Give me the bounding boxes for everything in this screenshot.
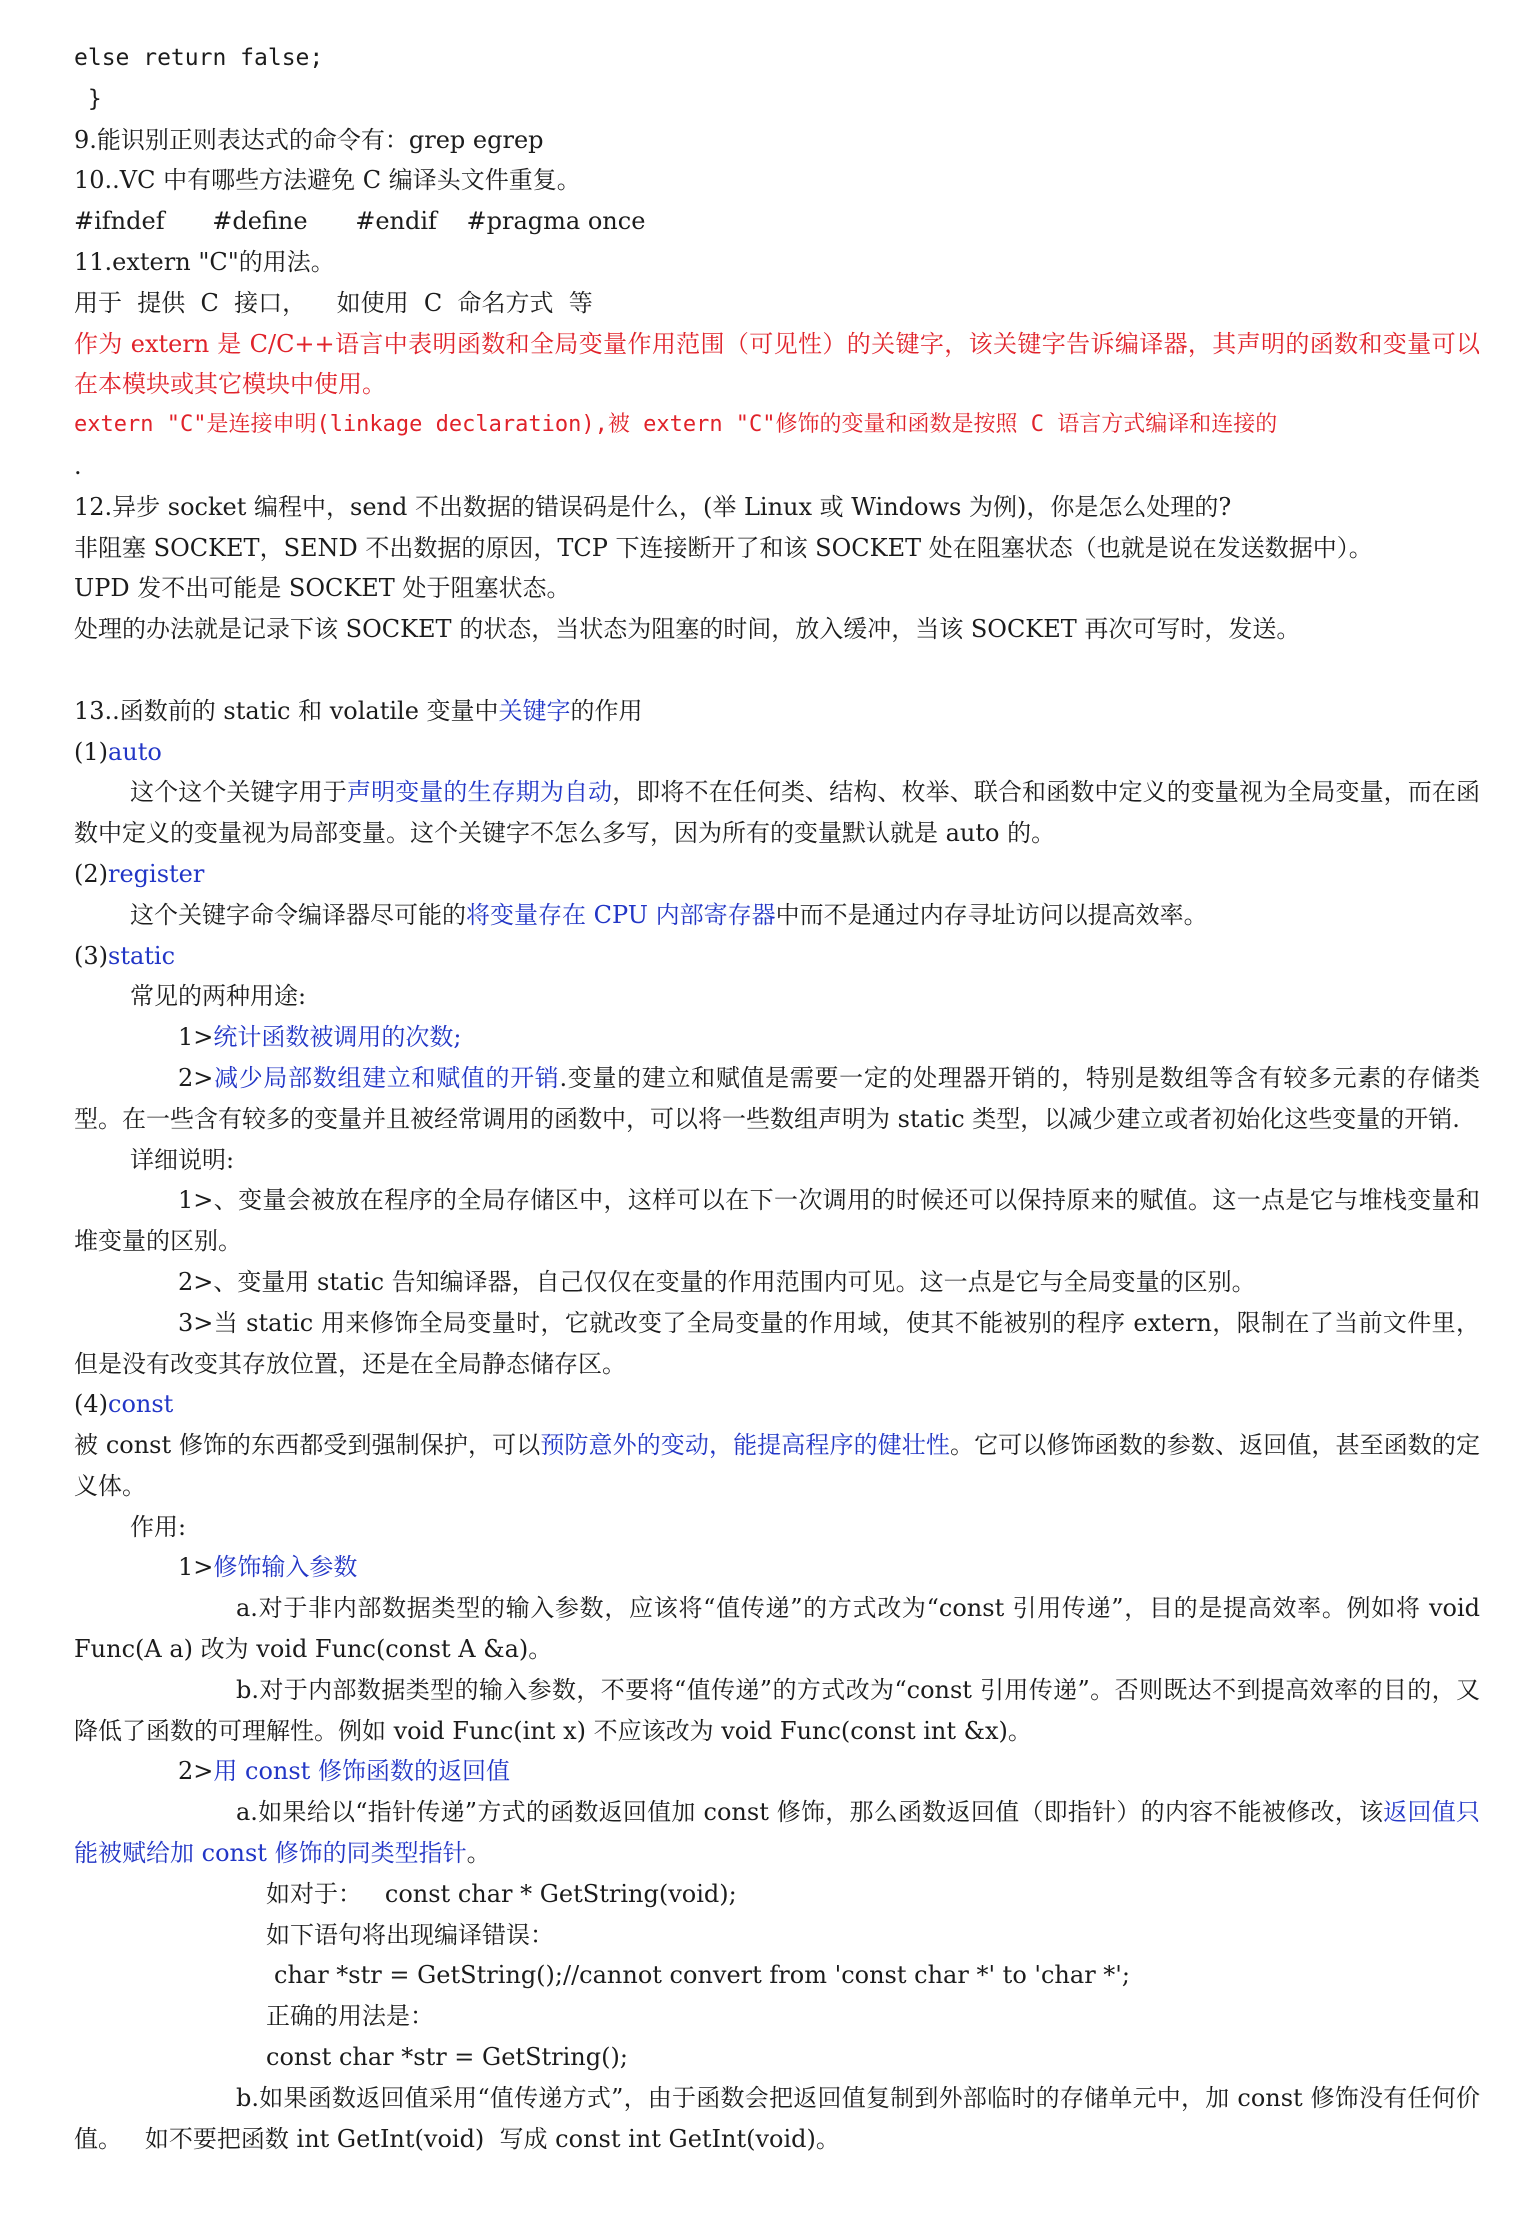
auto-text-rest: ，即将不在任何类、结构、枚举、联合和函数中定义的变量视为全局变量，而在函数中定义的变量视为局部变量。这个关键字不怎么多写，因为所有的变量默认就是 auto 的。 [74, 778, 1481, 848]
list-marker: 2> [178, 1757, 214, 1786]
question-13-text: 13..函数前的 static 和 volatile 变量中 [74, 696, 499, 725]
heading-number: (3) [74, 941, 108, 970]
question-13-tail: 的作用 [570, 696, 643, 725]
list-marker: 1> [178, 1553, 214, 1582]
directives-line [74, 201, 1480, 242]
heading-number: (2) [74, 859, 108, 888]
question-12: 12.异步 socket 编程中，send 不出数据的错误码是什么，(举 Linux 或 Windows 为例)，你是怎么处理的? [74, 492, 1232, 521]
static-use-2 [74, 1058, 1480, 1140]
heading-keyword: const [108, 1390, 174, 1419]
usage-2-a-text: a.如果给以“指针传递”方式的函数返回值加 const 修饰，那么函数返回值（即指针）的内容不能被修改，该 [236, 1798, 1384, 1827]
auto-paragraph [74, 772, 1480, 854]
usage-1-text: 修饰输入参数 [213, 1553, 358, 1582]
usage-2-text: 用 const 修饰函数的返回值 [213, 1757, 510, 1786]
auto-text: 这个这个关键字用于 [130, 778, 347, 807]
question-9: 9.能识别正则表达式的命令有：grep egrep [74, 125, 544, 154]
detail-label: 详细说明: [130, 1145, 235, 1174]
static-uses-label: 常见的两种用途: [130, 982, 307, 1011]
static-use-2-highlight: 减少局部数组建立和赋值的开销 [213, 1063, 560, 1092]
detail-3: 3>当 static 用来修饰全局变量时，它就改变了全局变量的作用域，使其不能被别的程序 extern，限制在了当前文件里，但是没有改变其存放位置，还是在全局静态储存区。 [74, 1308, 1480, 1378]
heading-auto [74, 732, 1480, 773]
example-correct-label: 正确的用法是： [266, 2002, 434, 2031]
code-line: else return false; [74, 45, 324, 71]
usage-2-a [74, 1792, 1480, 1874]
list-marker: 2> [178, 1063, 214, 1092]
answer-12-a: 非阻塞 SOCKET，SEND 不出数据的原因，TCP 下连接断开了和该 SOCKET 处在阻塞状态（也就是说在发送数据中）。 [74, 533, 1373, 562]
question-10: 10..VC 中有哪些方法避免 C 编译头文件重复。 [74, 166, 581, 195]
heading-keyword: register [108, 859, 205, 888]
example-error-label: 如下语句将出现编译错误： [266, 1920, 554, 1949]
extern-note: 作为 extern 是 C/C++语言中表明函数和全局变量作用范围（可见性）的关键字，该关键字告诉编译器，其声明的函数和变量可以在本模块或其它模块中使用。 [74, 329, 1480, 399]
directive-pragma: #pragma once [466, 207, 646, 236]
dot-line: . [74, 451, 82, 480]
usage-2-b: b.如果函数返回值采用“值传递方式”，由于函数会把返回值复制到外部临时的存储单元中，加 const 修饰没有任何价值。 如不要把函数 int GetInt(void) 写成 const int GetInt(void)。 [74, 2083, 1480, 2153]
example-error-code: char *str = GetString();//cannot convert from 'const char *' to 'char *'; [274, 1961, 1130, 1990]
const-text: 被 const 修饰的东西都受到强制保护，可以 [74, 1431, 541, 1460]
static-use-1 [74, 1017, 1480, 1058]
question-11: 11.extern "C"的用法。 [74, 247, 335, 276]
answer-11: 用于 提供 C 接口， 如使用 C 命名方式 等 [74, 288, 593, 317]
register-paragraph [74, 895, 1480, 936]
directive-define: #define [212, 207, 308, 236]
usage-2 [74, 1751, 1480, 1792]
list-marker: 1> [178, 1023, 214, 1052]
extern-c-note: extern "C"是连接申明(linkage declaration),被 extern "C"修饰的变量和函数是按照 C 语言方式编译和连接的 [74, 412, 1278, 438]
heading-keyword: auto [108, 737, 162, 766]
const-highlight: 预防意外的变动，能提高程序的健壮性 [540, 1431, 950, 1460]
heading-number: (4) [74, 1390, 108, 1419]
code-brace: } [74, 85, 102, 112]
usage-1-a: a.对于非内部数据类型的输入参数，应该将“值传递”的方式改为“const 引用传递”，目的是提高效率。例如将 void Func(A a) 改为 void Func(const A &a)。 [74, 1594, 1480, 1664]
register-text: 这个关键字命令编译器尽可能的 [130, 900, 466, 929]
heading-static [74, 936, 1480, 977]
register-text-rest: 中而不是通过内存寻址访问以提高效率。 [775, 900, 1208, 929]
heading-register [74, 854, 1480, 895]
usage-1-b: b.对于内部数据类型的输入参数，不要将“值传递”的方式改为“const 引用传递”。否则既达不到提高效率的目的，又降低了函数的可理解性。例如 void Func(int x) 不应该改为 void Func(const int &x)。 [74, 1675, 1480, 1745]
static-use-1-text: 统计函数被调用的次数; [213, 1023, 462, 1052]
usage-2-a-end: 。 [466, 1839, 491, 1868]
const-text-rest: 。它可以修饰函数的参数、返回值，甚至函数的定义体。 [74, 1431, 1481, 1500]
directive-ifndef: #ifndef [74, 207, 165, 236]
example-correct-code: const char *str = GetString(); [266, 2043, 628, 2072]
auto-highlight: 声明变量的生存期为自动 [346, 778, 613, 807]
question-13 [74, 691, 1480, 732]
register-highlight: 将变量存在 CPU 内部寄存器 [466, 900, 776, 929]
heading-number: (1) [74, 737, 108, 766]
blank-line [74, 650, 1480, 691]
usage-2-a-highlight: 返回值只能被赋给加 const 修饰的同类型指针 [74, 1798, 1480, 1868]
usage-1 [74, 1547, 1480, 1588]
const-paragraph [74, 1425, 1480, 1507]
static-use-2-text: .变量的建立和赋值是需要一定的处理器开销的，特别是数组等含有较多元素的存储类型。在一些含有较多的变量并且被经常调用的函数中，可以将一些数组声明为 static 类型，以减少建立或者初始化这些变量的开销. [74, 1063, 1480, 1133]
directive-endif: #endif [355, 207, 437, 236]
heading-const [74, 1384, 1480, 1425]
usage-label: 作用: [130, 1512, 187, 1541]
keyword-link: 关键字 [498, 696, 571, 725]
heading-keyword: static [108, 941, 176, 970]
detail-2: 2>、变量用 static 告知编译器，自己仅仅在变量的作用范围内可见。这一点是它与全局变量的区别。 [178, 1267, 1256, 1296]
detail-1: 1>、变量会被放在程序的全局存储区中，这样可以在下一次调用的时候还可以保持原来的赋值。这一点是它与堆栈变量和堆变量的区别。 [74, 1186, 1480, 1256]
answer-12-b: UPD 发不出可能是 SOCKET 处于阻塞状态。 [74, 574, 571, 603]
example-intro: 如对于： const char * GetString(void); [266, 1879, 737, 1908]
answer-12-c: 处理的办法就是记录下该 SOCKET 的状态，当状态为阻塞的时间，放入缓冲，当该 SOCKET 再次可写时，发送。 [74, 615, 1301, 644]
